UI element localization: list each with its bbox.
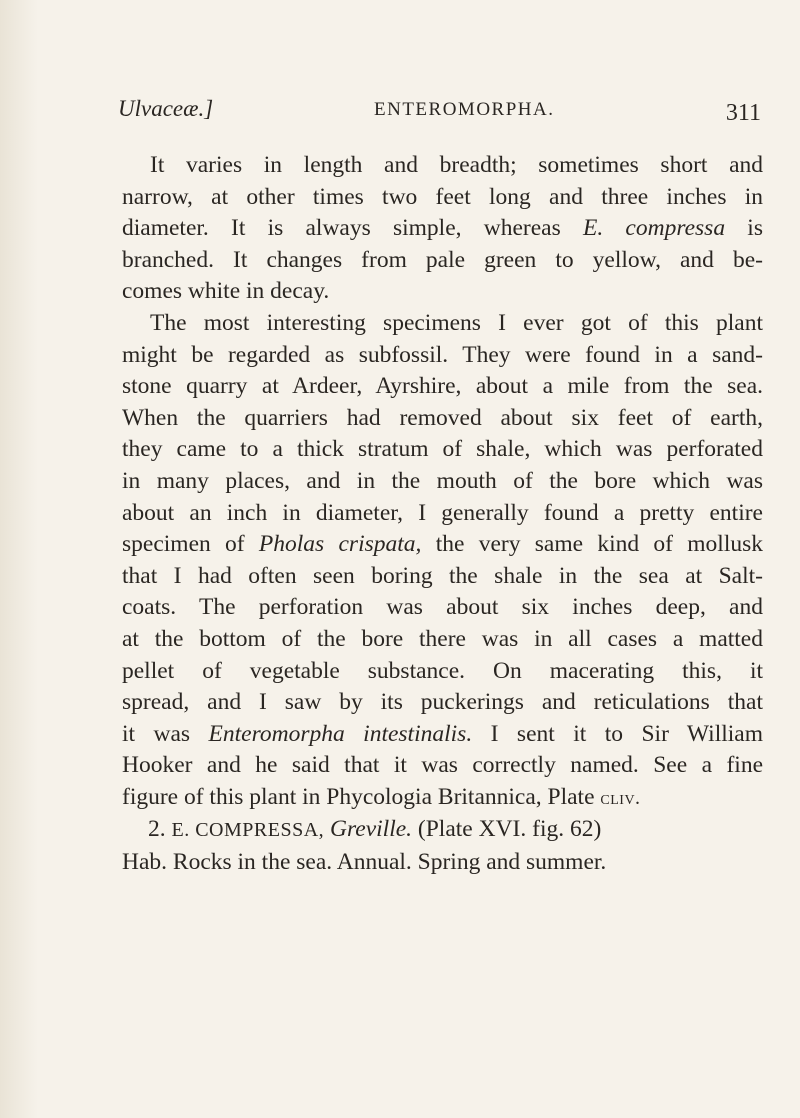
text-line: branched. It changes from pale green to yellow, and be- xyxy=(122,246,763,273)
text-line: diameter. It is always simple, whereas E. compressa is xyxy=(122,215,763,242)
text-line: about an inch in diameter, I generally found a pretty entire xyxy=(122,499,763,526)
text-line: pellet of vegetable substance. On macerating this, it xyxy=(122,657,763,684)
habitat-line: Hab. Rocks in the sea. Annual. Spring and summer. xyxy=(122,849,607,876)
text-line: The most interesting specimens I ever got of this plant xyxy=(150,309,763,336)
page-header xyxy=(118,92,763,132)
text-line: they came to a thick stratum of shale, which was perforated xyxy=(122,436,763,463)
text-line: in many places, and in the mouth of the bore which was xyxy=(122,467,763,494)
page-number: 311 xyxy=(725,100,761,126)
text-line: specimen of Pholas crispata, the very same kind of mollusk xyxy=(122,531,764,558)
running-title: ENTEROMORPHA. xyxy=(374,99,555,120)
italic-term: Pholas crispata, xyxy=(258,531,422,558)
text-line: that I had often seen boring the shale in the sea at Salt- xyxy=(122,562,763,589)
species-number: 2. xyxy=(148,816,166,843)
text-line: spread, and I saw by its puckerings and reticulations that xyxy=(122,689,763,716)
italic-term: Enteromorpha intestinalis. xyxy=(208,720,473,747)
text-line: When the quarriers had removed about six feet of earth, xyxy=(122,404,763,431)
species-name: E. COMPRESSA, xyxy=(171,819,325,842)
plate-reference: (Plate XVI. fig. 62) xyxy=(417,816,602,843)
plate-number: cliv. xyxy=(600,786,641,809)
text-line: might be regarded as subfossil. They were found in a sand- xyxy=(122,341,763,368)
species-authority: Greville. xyxy=(330,816,413,843)
text-line: it was Enteromorpha intestinalis. I sent it to Sir William xyxy=(122,720,763,747)
text-line: Hooker and he said that it was correctly named. See a fine xyxy=(122,752,763,779)
text-line: It varies in length and breadth; sometimes short and xyxy=(150,152,763,178)
section-title: Ulvaceæ.] xyxy=(118,96,214,121)
text-line: comes white in decay. xyxy=(122,278,330,305)
text-line: coats. The perforation was about six inches deep, and xyxy=(122,594,763,621)
page-margin xyxy=(0,0,38,1118)
text-line: at the bottom of the bore there was in all cases a matted xyxy=(122,625,763,652)
text-line: narrow, at other times two feet long and three inches in xyxy=(122,183,763,210)
text-line: figure of this plant in Phycologia Britannica, Plate cliv. xyxy=(122,783,641,810)
species-entry xyxy=(122,814,763,847)
body-text xyxy=(122,150,763,879)
text-line: stone quarry at Ardeer, Ayrshire, about a mile from the sea. xyxy=(122,373,763,400)
italic-term: E. compressa xyxy=(582,215,726,242)
